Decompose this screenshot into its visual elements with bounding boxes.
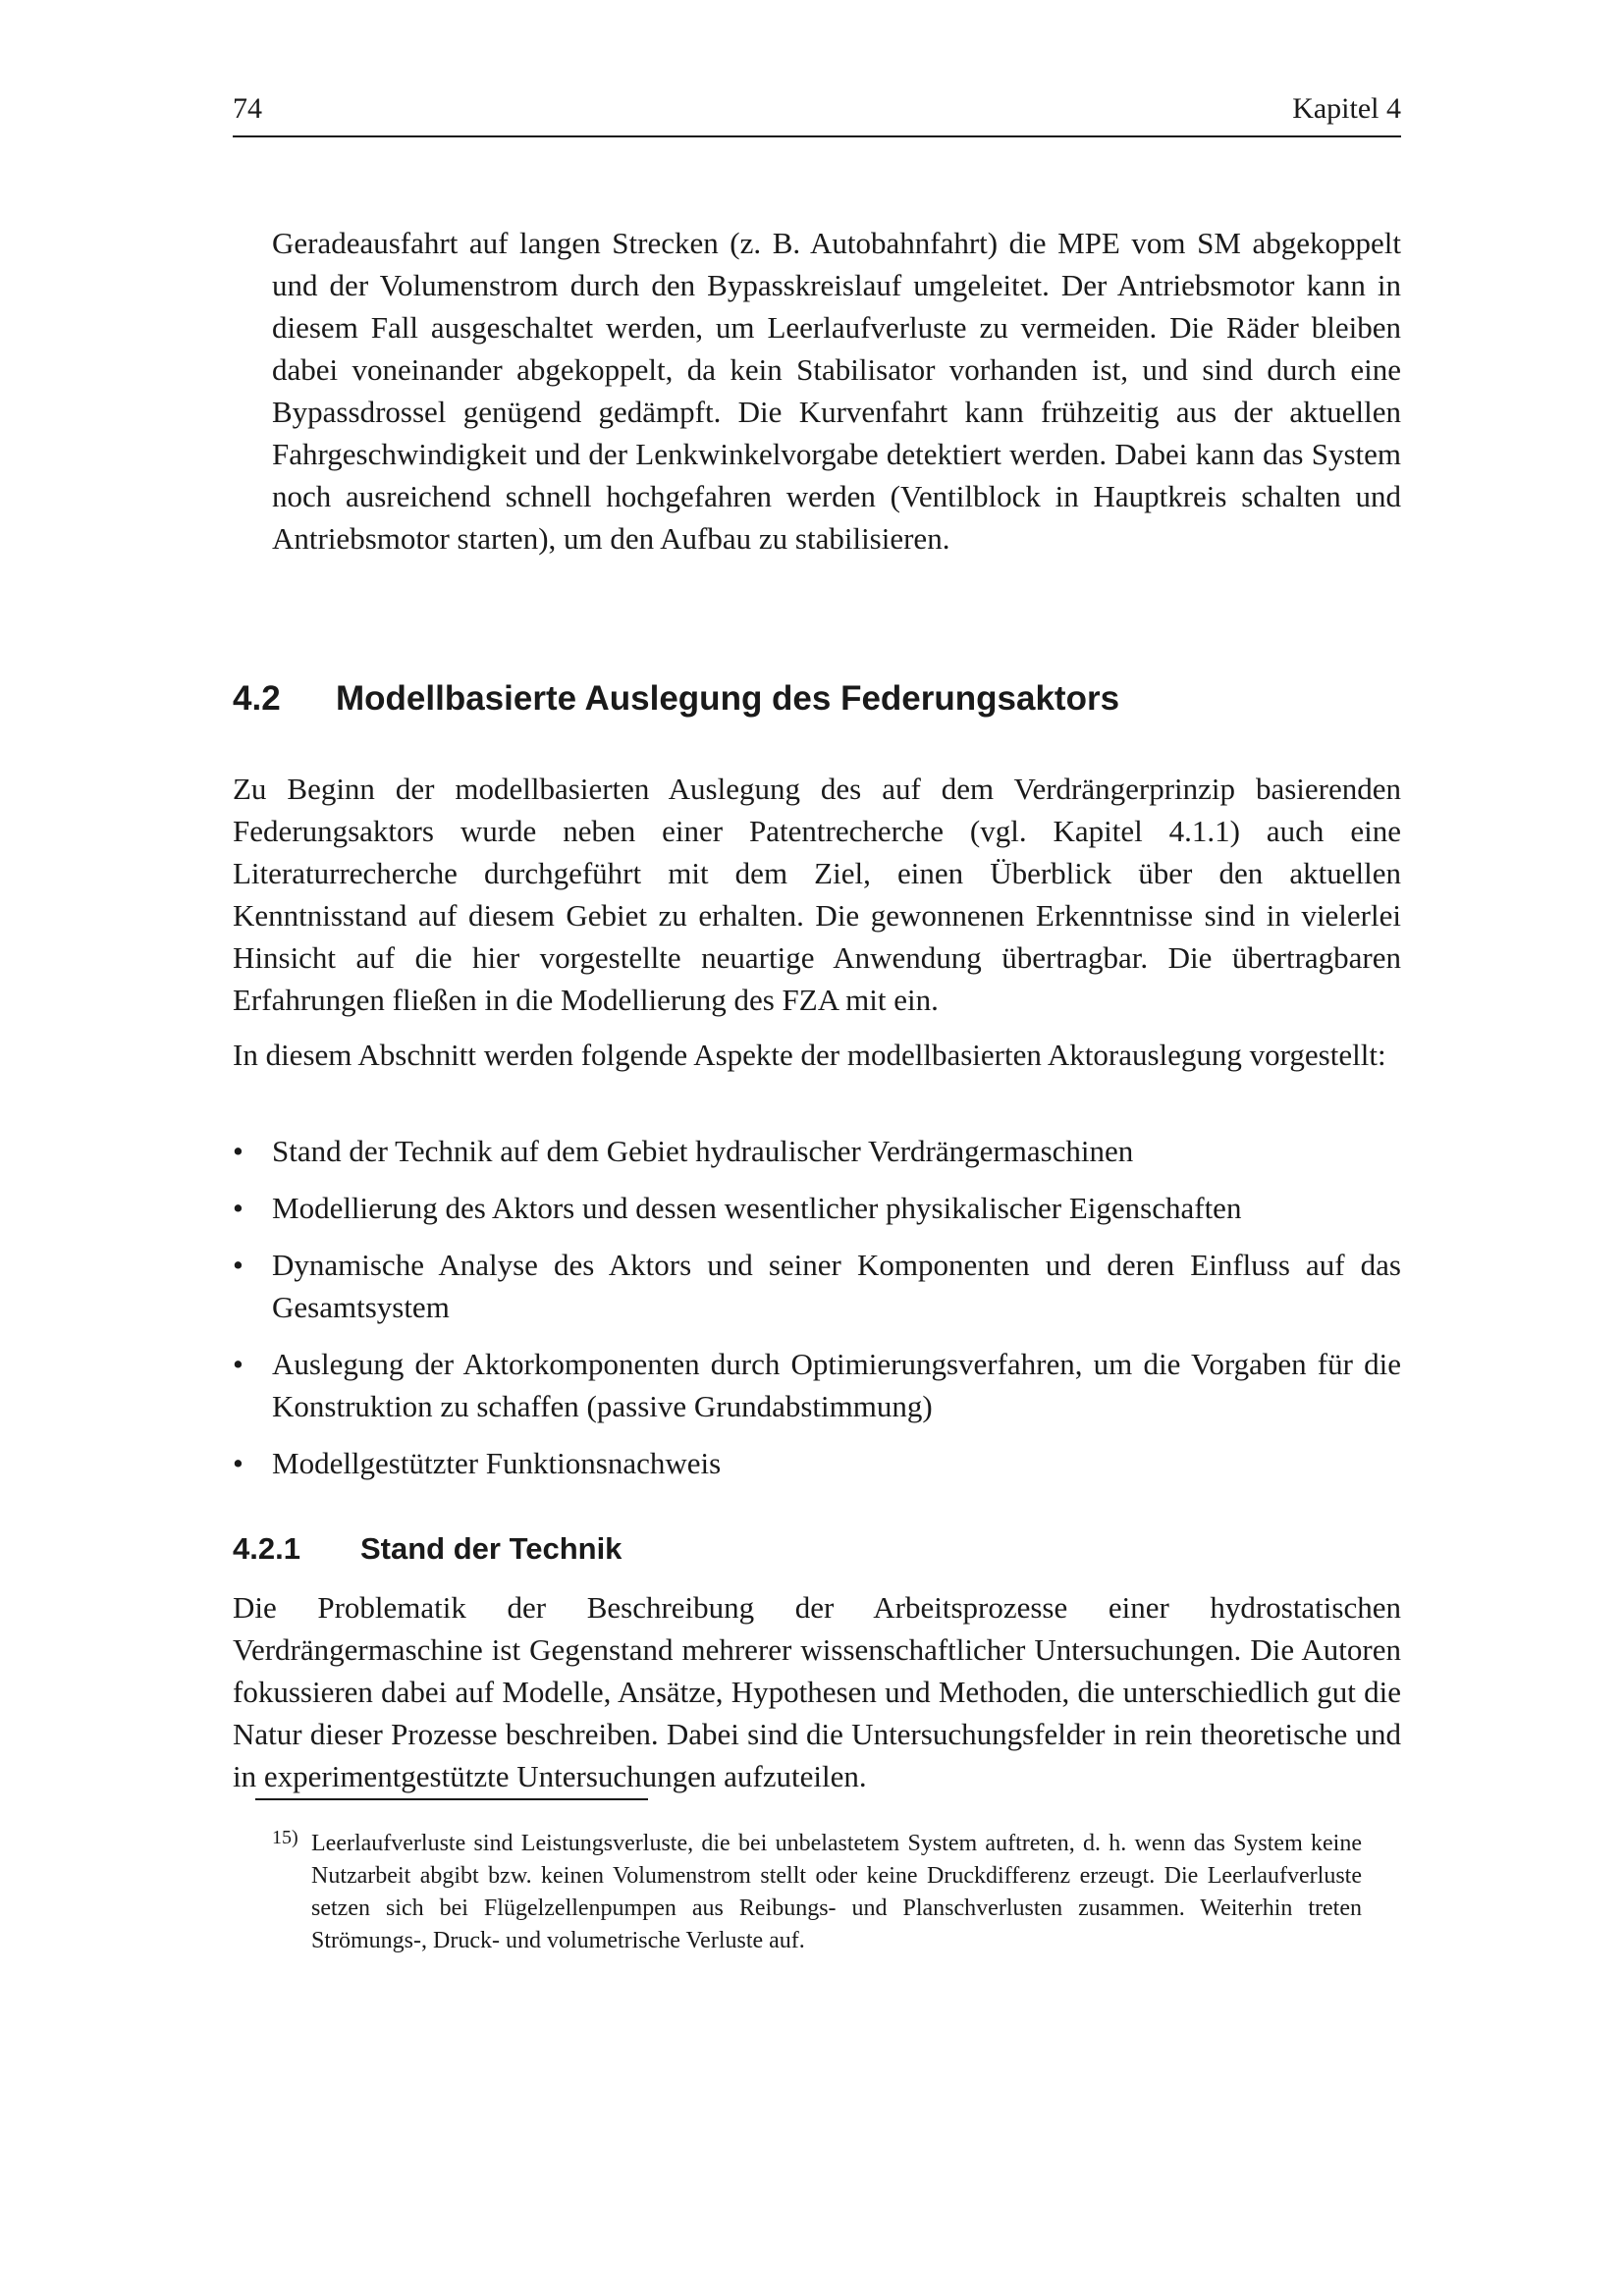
section-heading-4-2 xyxy=(233,679,1119,719)
footnote-marker: 15) xyxy=(272,1827,298,1848)
subsection-paragraph: Die Problematik der Beschreibung der Arbeitsprozesse einer hydrostatischen Verdrängermaschine ist Gegenstand mehrerer wissenschaftlicher Untersuchungen. Die Autoren fokussieren dabei auf Modelle, Ansätze, Hypothesen und Methoden, die unterschiedlich gut die Natur dieser Prozesse beschreiben. Dabei sind die Untersuchungsfelder in rein theoretische und in experimentgestützte Untersuchungen aufzuteilen. xyxy=(233,1590,1401,1793)
bullet-icon: • xyxy=(233,1446,243,1480)
section-title: Modellbasierte Auslegung des Federungsaktors xyxy=(336,679,1120,718)
bullet-icon: • xyxy=(233,1248,243,1282)
bullet-icon: • xyxy=(233,1134,243,1168)
section-paragraph: Zu Beginn der modellbasierten Auslegung des auf dem Verdrängerprinzip basierenden Federungsaktors wurde neben einer Patentrecherche (vgl. Kapitel 4.1.1) auch eine Literaturrecherche durchgeführt mit dem Ziel, einen Überblick über den aktuellen Kenntnisstand auf diesem Gebiet zu erhalten. Die gewonnenen Erkenntnisse sind in vielerlei Hinsicht auf die hier vorgestellte neuartige Anwendung übertragbar. Die übertragbaren Erfahrungen fließen in die Modellierung des FZA mit ein. xyxy=(233,772,1401,1017)
footnote-divider xyxy=(255,1798,648,1800)
list-item xyxy=(233,1187,1401,1229)
chapter-label: Kapitel 4 xyxy=(1292,92,1401,125)
list-item-text: Stand der Technik auf dem Gebiet hydraulischer Verdrängermaschinen xyxy=(272,1134,1134,1168)
bullet-icon: • xyxy=(233,1191,243,1225)
list-item-text: Modellgestützter Funktionsnachweis xyxy=(272,1446,722,1480)
list-item xyxy=(233,1130,1401,1172)
list-item xyxy=(233,1442,1401,1484)
footnote-text: Leerlaufverluste sind Leistungsverluste, die bei unbelastetem System auftreten, d. h. wenn das System keine Nutzarbeit abgibt bzw. keinen Volumenstrom stellt oder keine Druckdifferenz erzeugt. Die Leerlaufverluste setzen sich bei Flügelzellenpumpen aus Reibungs- und Planschverlusten zusammen. Weiterhin treten Strömungs-, Druck- und volumetrische Verluste auf. xyxy=(311,1831,1362,1953)
list-item-text: Auslegung der Aktorkomponenten durch Optimierungsverfahren, um die Vorgaben für die Konstruktion zu schaffen (passive Grundabstimmung) xyxy=(272,1347,1401,1423)
subsection-heading-4-2-1 xyxy=(233,1531,622,1567)
section-number: 4.2 xyxy=(233,679,281,718)
list-item-text: Dynamische Analyse des Aktors und seiner Komponenten und deren Einfluss auf das Gesamtsystem xyxy=(272,1248,1401,1324)
list-item xyxy=(233,1244,1401,1328)
section-paragraph: In diesem Abschnitt werden folgende Aspekte der modellbasierten Aktorauslegung vorgestellt: xyxy=(233,1038,1386,1072)
footnote xyxy=(272,1828,1362,1957)
list-item xyxy=(233,1343,1401,1427)
list-item-text: Modellierung des Aktors und dessen wesentlicher physikalischer Eigenschaften xyxy=(272,1191,1242,1225)
bullet-icon: • xyxy=(233,1347,243,1381)
aspect-list xyxy=(233,1130,1401,1499)
page-number: 74 xyxy=(233,92,262,125)
subsection-number: 4.2.1 xyxy=(233,1531,300,1566)
subsection-title: Stand der Technik xyxy=(360,1531,622,1566)
page-header xyxy=(233,90,1401,137)
intro-paragraph: Geradeausfahrt auf langen Strecken (z. B. Autobahnfahrt) die MPE vom SM abgekoppelt und der Volumenstrom durch den Bypasskreislauf umgeleitet. Der Antriebsmotor kann in diesem Fall ausgeschaltet werden, um Leerlaufverluste zu vermeiden. Die Räder bleiben dabei voneinander abgekoppelt, da kein Stabilisator vorhanden ist, und sind durch eine Bypassdrossel genügend gedämpft. Die Kurvenfahrt kann frühzeitig aus der aktuellen Fahrgeschwindigkeit und der Lenkwinkelvorgabe detektiert werden. Dabei kann das System noch ausreichend schnell hochgefahren werden (Ventilblock in Hauptkreis schalten und Antriebsmotor starten), um den Aufbau zu stabilisieren. xyxy=(272,226,1401,556)
